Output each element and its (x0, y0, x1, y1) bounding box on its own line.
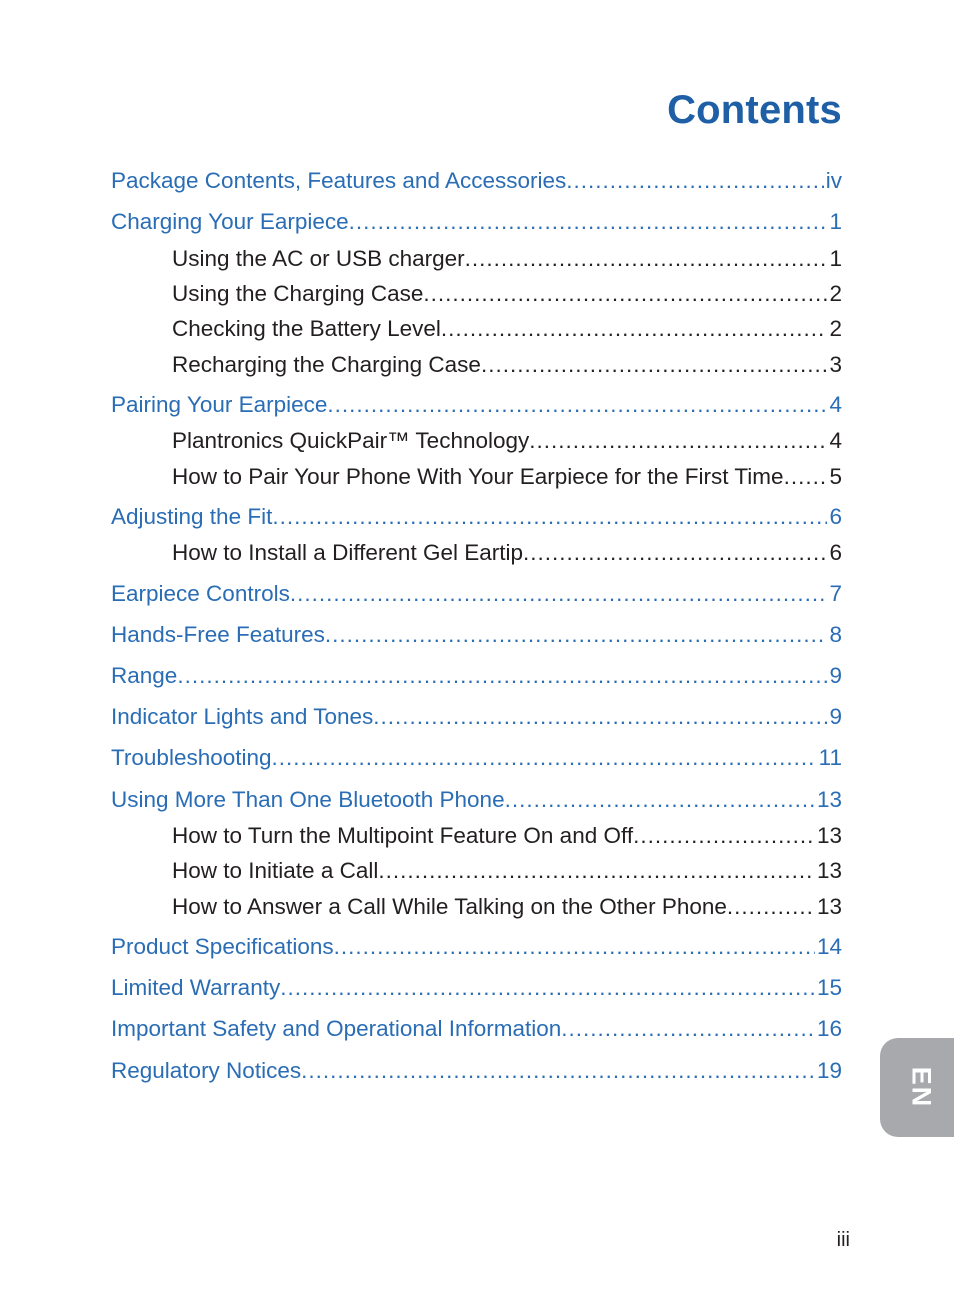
toc-entry-title: How to Initiate a Call (172, 858, 379, 883)
toc-entry-page: 2 (829, 281, 842, 306)
toc-entry[interactable] (111, 743, 842, 773)
toc-entry-page: 6 (829, 504, 842, 529)
toc-subentry[interactable] (172, 244, 842, 274)
toc-entry-page: 16 (816, 1016, 842, 1041)
dot-leader (373, 702, 827, 732)
dot-leader (334, 932, 815, 962)
toc-subentry[interactable] (172, 426, 842, 456)
toc-entry[interactable] (111, 785, 842, 815)
toc-entry-page: 15 (816, 975, 842, 1000)
toc-entry-title: Product Specifications (111, 934, 334, 959)
dot-leader (280, 973, 815, 1003)
toc-entry[interactable] (111, 390, 842, 420)
dot-leader (378, 856, 815, 886)
toc-entry-page: 1 (829, 209, 842, 234)
dot-leader (727, 892, 815, 922)
toc-entry-title: Charging Your Earpiece (111, 209, 349, 234)
dot-leader (529, 426, 827, 456)
toc-entry-title: How to Pair Your Phone With Your Earpiece for the First Time (172, 464, 784, 489)
dot-leader (349, 207, 828, 237)
toc-entry-title: Using the AC or USB charger (172, 246, 465, 271)
toc-subentry[interactable] (172, 856, 842, 886)
toc-entry[interactable] (111, 620, 842, 650)
toc-entry[interactable] (111, 579, 842, 609)
toc-entry-title: Using More Than One Bluetooth Phone (111, 787, 505, 812)
toc-entry[interactable] (111, 702, 842, 732)
dot-leader (505, 785, 815, 815)
toc-entry-page: 4 (829, 428, 842, 453)
dot-leader (423, 279, 827, 309)
toc-entry-page: 2 (829, 316, 842, 341)
toc-entry[interactable] (111, 502, 842, 532)
toc-entry-title: How to Install a Different Gel Eartip (172, 540, 523, 565)
dot-leader (177, 661, 827, 691)
dot-leader (327, 390, 827, 420)
toc-entry-page: 13 (816, 787, 842, 812)
toc-entry-title: How to Answer a Call While Talking on the Other Phone (172, 894, 727, 919)
dot-leader (633, 821, 815, 851)
page-title: Contents (667, 88, 842, 132)
toc-entry-page: 1 (829, 246, 842, 271)
toc-entry-title: Important Safety and Operational Information (111, 1016, 562, 1041)
dot-leader (566, 166, 823, 196)
dot-leader (465, 244, 828, 274)
toc-entry-page: 11 (818, 745, 842, 770)
page-number: iii (836, 1229, 850, 1251)
toc-entry-page: 9 (829, 663, 842, 688)
toc-subentry[interactable] (172, 538, 842, 568)
toc-entry-title: Checking the Battery Level (172, 316, 441, 341)
toc-entry-page: 6 (829, 540, 842, 565)
toc-entry-title: Adjusting the Fit (111, 504, 273, 529)
toc-entry[interactable] (111, 207, 842, 237)
toc-entry-title: How to Turn the Multipoint Feature On and Off (172, 823, 634, 848)
toc-entry-page: 13 (816, 858, 842, 883)
toc-entry-page: 9 (829, 704, 842, 729)
toc-entry-page: 14 (816, 934, 842, 959)
toc-entry-title: Hands-Free Features (111, 622, 325, 647)
toc-entry[interactable] (111, 661, 842, 691)
toc-entry-page: 8 (829, 622, 842, 647)
toc-entry-title: Package Contents, Features and Accessories (111, 168, 567, 193)
dot-leader (784, 462, 828, 492)
toc-subentry[interactable] (172, 314, 842, 344)
dot-leader (481, 350, 828, 380)
toc-entry-page: 3 (829, 352, 842, 377)
toc-entry[interactable] (111, 166, 842, 196)
dot-leader (523, 538, 827, 568)
toc-entry-page: 7 (829, 581, 842, 606)
toc-entry-title: Earpiece Controls (111, 581, 290, 606)
toc-entry-title: Recharging the Charging Case (172, 352, 481, 377)
toc-entry-title: Indicator Lights and Tones (111, 704, 374, 729)
toc-entry-title: Pairing Your Earpiece (111, 392, 328, 417)
toc-entry-page: 5 (829, 464, 842, 489)
toc-entry-page: 13 (816, 823, 842, 848)
toc-subentry[interactable] (172, 350, 842, 380)
toc-subentry[interactable] (172, 279, 842, 309)
dot-leader (272, 502, 827, 532)
toc-entry-title: Range (111, 663, 178, 688)
toc-subentry[interactable] (172, 821, 842, 851)
dot-leader (301, 1056, 815, 1086)
toc-subentry[interactable] (172, 462, 842, 492)
toc-entry[interactable] (111, 1014, 842, 1044)
toc-entry-page: iv (825, 168, 842, 193)
toc-entry-title: Regulatory Notices (111, 1058, 302, 1083)
dot-leader (325, 620, 828, 650)
toc-entry-title: Plantronics QuickPair™ Technology (172, 428, 530, 453)
language-tab[interactable] (880, 1038, 954, 1137)
dot-leader (290, 579, 828, 609)
toc-entry-title: Troubleshooting (111, 745, 272, 770)
toc-entry[interactable] (111, 932, 842, 962)
toc-subentry[interactable] (172, 892, 842, 922)
toc-entry-page: 4 (829, 392, 842, 417)
toc-entry-page: 19 (816, 1058, 842, 1083)
dot-leader (561, 1014, 815, 1044)
dot-leader (441, 314, 828, 344)
toc-entry-title: Limited Warranty (111, 975, 281, 1000)
language-tab-label: EN (906, 1066, 937, 1109)
dot-leader (272, 743, 817, 773)
toc-entry[interactable] (111, 973, 842, 1003)
toc-entry[interactable] (111, 1056, 842, 1086)
toc-entry-title: Using the Charging Case (172, 281, 424, 306)
toc-entry-page: 13 (816, 894, 842, 919)
